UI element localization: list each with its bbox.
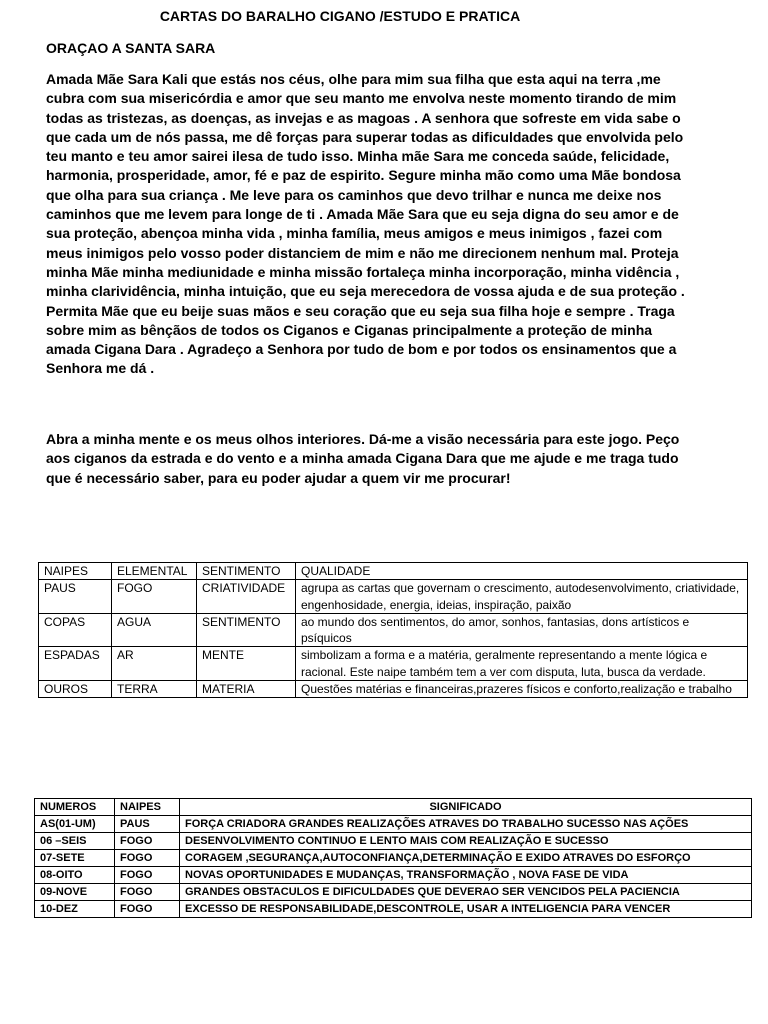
- numeros-table: [34, 798, 752, 918]
- header-cell: NAIPES: [115, 799, 180, 816]
- table-cell: simbolizam a forma e a matéria, geralmente representando a mente lógica e racional. Este naipe também tem a ver com disputa, luta, busca da verdade.: [296, 647, 748, 681]
- prayer-heading: ORAÇAO A SANTA SARA: [46, 40, 216, 56]
- table-cell: ao mundo dos sentimentos, do amor, sonhos, fantasias, dons artísticos e psíquicos: [296, 613, 748, 647]
- table-cell: FOGO: [115, 867, 180, 884]
- document-title: CARTAS DO BARALHO CIGANO /ESTUDO E PRATICA: [159, 8, 521, 24]
- naipes-table: [38, 562, 748, 698]
- table-cell: 08-OITO: [35, 867, 115, 884]
- header-cell: ELEMENTAL: [112, 563, 197, 580]
- header-cell: QUALIDADE: [296, 563, 748, 580]
- table-row: [39, 681, 748, 698]
- table-cell: FOGO: [115, 850, 180, 867]
- table-cell: EXCESSO DE RESPONSABILIDADE,DESCONTROLE, USAR A INTELIGENCIA PARA VENCER: [180, 901, 752, 918]
- header-cell: SENTIMENTO: [197, 563, 296, 580]
- table-cell: 07-SETE: [35, 850, 115, 867]
- table-cell: AGUA: [112, 613, 197, 647]
- header-cell: NAIPES: [39, 563, 112, 580]
- table-cell: COPAS: [39, 613, 112, 647]
- table-row: [35, 850, 752, 867]
- prayer-paragraph: Amada Mãe Sara Kali que estás nos céus, olhe para mim sua filha que esta aqui na terra ,me cubra com sua misericórdia e amor que seu manto me envolva neste momento tirando de mim todas as tristezas, as doenças, as invejas e as magoas . A senhora que sofreste em vida sabe o que cada um de nós passa, me dê forças para superar todas as dificuldades que envolvida pelo teu manto e teu amor sairei ilesa de tudo isso. Minha mãe Sara me conceda saúde, felicidade, harmonia, prosperidade, amor, fé e paz de espirito. Segure minha mão como uma Mãe bondosa que olha para sua criança . Me leve para os caminhos que devo trilhar e nunca me deixe nos caminhos que me levem para longe de ti . Amada Mãe Sara que eu seja digna do seu amor e de sua proteção, abençoa minha vida , minha família, meus amigos e meus inimigos , fazei com meus inimigos pelo vosso poder distanciem de mim e não me direcionem nenhum mal. Proteja minha Mãe minha mediunidade e minha missão fortaleça minha incorporação, minha vidência , minha clarividência, minha intuição, que eu seja merecedora de vossa ajuda e de sua proteção . Permita Mãe que eu beije suas mãos e seu coração que eu seja sua filha hoje e sempre . Traga sobre mim as bênçãos de todos os Ciganos e Ciganas principalmente a proteção de minha amada Cigana Dara . Agradeço a Senhora por tudo de bom e por todos os ensinamentos que a Senhora me dá .: [46, 71, 685, 377]
- table-cell: AR: [112, 647, 197, 681]
- table-cell: agrupa as cartas que governam o crescimento, autodesenvolvimento, criatividade, engenhosidade, energia, ideias, inspiração, paixão: [296, 580, 748, 614]
- table-row: [35, 867, 752, 884]
- header-cell: NUMEROS: [35, 799, 115, 816]
- table-cell: 10-DEZ: [35, 901, 115, 918]
- table-cell: TERRA: [112, 681, 197, 698]
- table-row: [39, 613, 748, 647]
- table-cell: FOGO: [115, 901, 180, 918]
- table-row: [35, 884, 752, 901]
- table-cell: PAUS: [115, 816, 180, 833]
- header-cell: SIGNIFICADO: [180, 799, 752, 816]
- table-header-row: [39, 563, 748, 580]
- table-cell: DESENVOLVIMENTO CONTINUO E LENTO MAIS COM REALIZAÇÃO E SUCESSO: [180, 833, 752, 850]
- table-cell: FOGO: [112, 580, 197, 614]
- table-cell: 09-NOVE: [35, 884, 115, 901]
- table-header-row: [35, 799, 752, 816]
- table-cell: FOGO: [115, 884, 180, 901]
- table-cell: MENTE: [197, 647, 296, 681]
- table-cell: ESPADAS: [39, 647, 112, 681]
- table-cell: NOVAS OPORTUNIDADES E MUDANÇAS, TRANSFORMAÇÃO , NOVA FASE DE VIDA: [180, 867, 752, 884]
- table-row: [35, 901, 752, 918]
- table-cell: MATERIA: [197, 681, 296, 698]
- table-cell: GRANDES OBSTACULOS E DIFICULDADES QUE DEVERAO SER VENCIDOS PELA PACIENCIA: [180, 884, 752, 901]
- table-cell: AS(01-UM): [35, 816, 115, 833]
- invocation-paragraph: Abra a minha mente e os meus olhos interiores. Dá-me a visão necessária para este jogo. Peço aos ciganos da estrada e do vento e a minha amada Cigana Dara que me ajude e me traga tudo que é necessário saber, para eu poder ajudar a quem vir me procurar!: [46, 431, 680, 486]
- table-cell: PAUS: [39, 580, 112, 614]
- table-row: [35, 833, 752, 850]
- table-cell: OUROS: [39, 681, 112, 698]
- table-cell: Questões matérias e financeiras,prazeres físicos e conforto,realização e trabalho: [296, 681, 748, 698]
- table-row: [39, 647, 748, 681]
- table-cell: FORÇA CRIADORA GRANDES REALIZAÇÕES ATRAVES DO TRABALHO SUCESSO NAS AÇÕES: [180, 816, 752, 833]
- table-cell: SENTIMENTO: [197, 613, 296, 647]
- table-row: [39, 580, 748, 614]
- table-row: [35, 816, 752, 833]
- table-cell: 06 –SEIS: [35, 833, 115, 850]
- table-cell: CORAGEM ,SEGURANÇA,AUTOCONFIANÇA,DETERMINAÇÃO E EXIDO ATRAVES DO ESFORÇO: [180, 850, 752, 867]
- table-cell: CRIATIVIDADE: [197, 580, 296, 614]
- table-cell: FOGO: [115, 833, 180, 850]
